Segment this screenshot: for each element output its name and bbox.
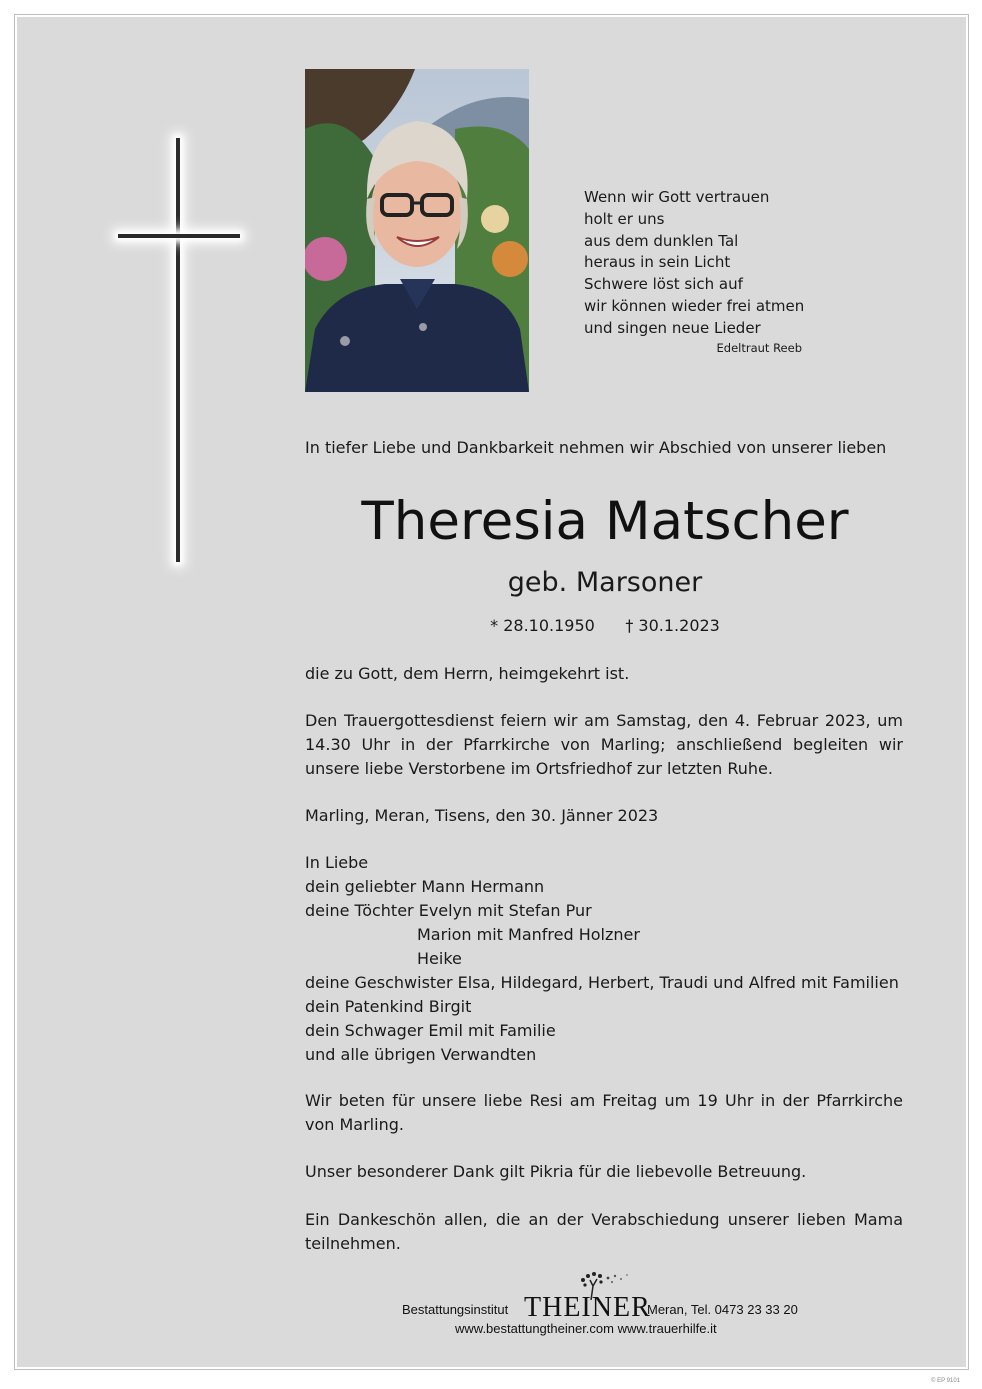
corner-code: © EP 9101 [931, 1378, 960, 1384]
footer-contact: Meran, Tel. 0473 23 33 20 [647, 1302, 798, 1317]
mourner-line: dein geliebter Mann Hermann [305, 877, 545, 896]
cross-horizontal-bar [118, 234, 240, 238]
service-text: Den Trauergottesdienst feiern wir am Samstag, den 4. Februar 2023, um 14.30 Uhr in der Pfarrkirche von Marling; anschließend begleiten wir unsere liebe Verstorbene im Ortsfriedhof zur letzten Ruhe. [305, 711, 903, 778]
place-date: Marling, Meran, Tisens, den 30. Jänner 2023 [305, 806, 659, 825]
poem-line: Schwere löst sich auf [584, 275, 743, 294]
mourner-line: dein Schwager Emil mit Familie [305, 1021, 556, 1040]
footer-websites: www.bestattungtheiner.com www.trauerhilfe.it [455, 1321, 717, 1336]
returned-text: die zu Gott, dem Herrn, heimgekehrt ist. [305, 664, 630, 683]
prayer-text: Wir beten für unsere liebe Resi am Freitag um 19 Uhr in der Pfarrkirche von Marling. [305, 1091, 903, 1134]
poem-line: und singen neue Lieder [584, 318, 761, 337]
life-dates [305, 614, 905, 638]
closing-text: Ein Dankeschön allen, die an der Verabschiedung unserer lieben Mama teilnehmen. [305, 1210, 903, 1253]
footer-label-left: Bestattungsinstitut [402, 1302, 509, 1317]
portrait-photo [305, 69, 529, 392]
cross-vertical-bar [176, 138, 180, 562]
mourner-line: und alle übrigen Verwandten [305, 1045, 537, 1064]
mourner-line: dein Patenkind Birgit [305, 997, 472, 1016]
portrait-illustration [305, 69, 529, 392]
poem-author: Edeltraut Reeb [716, 340, 802, 355]
footer-brand: THEINER [524, 1292, 651, 1323]
poem-line: heraus in sein Licht [584, 253, 731, 272]
mourner-line: deine Geschwister Elsa, Hildegard, Herbert, Traudi und Alfred mit Familien [305, 973, 899, 992]
mourners-list [305, 851, 903, 1067]
deceased-name: Theresia Matscher [361, 491, 849, 552]
mourner-line: Heike [417, 949, 462, 968]
poem-line: Wenn wir Gott vertrauen [584, 188, 770, 206]
maiden-name: geb. Marsoner [507, 567, 703, 598]
poem-line: wir können wieder frei atmen [584, 296, 805, 315]
poem-line: holt er uns [584, 209, 665, 228]
mourner-line: In Liebe [305, 853, 369, 872]
mourner-line: deine Töchter Evelyn mit Stefan Pur [305, 901, 592, 920]
intro-text: In tiefer Liebe und Dankbarkeit nehmen wir Abschied von unserer lieben [305, 438, 887, 457]
thanks-text: Unser besonderer Dank gilt Pikria für die liebevolle Betreuung. [305, 1162, 807, 1181]
poem-line: aus dem dunklen Tal [584, 231, 739, 250]
death-date: † 30.1.2023 [625, 616, 720, 635]
mourner-line: Marion mit Manfred Holzner [417, 925, 640, 944]
birth-date: * 28.10.1950 [490, 616, 595, 635]
poem [584, 187, 814, 356]
